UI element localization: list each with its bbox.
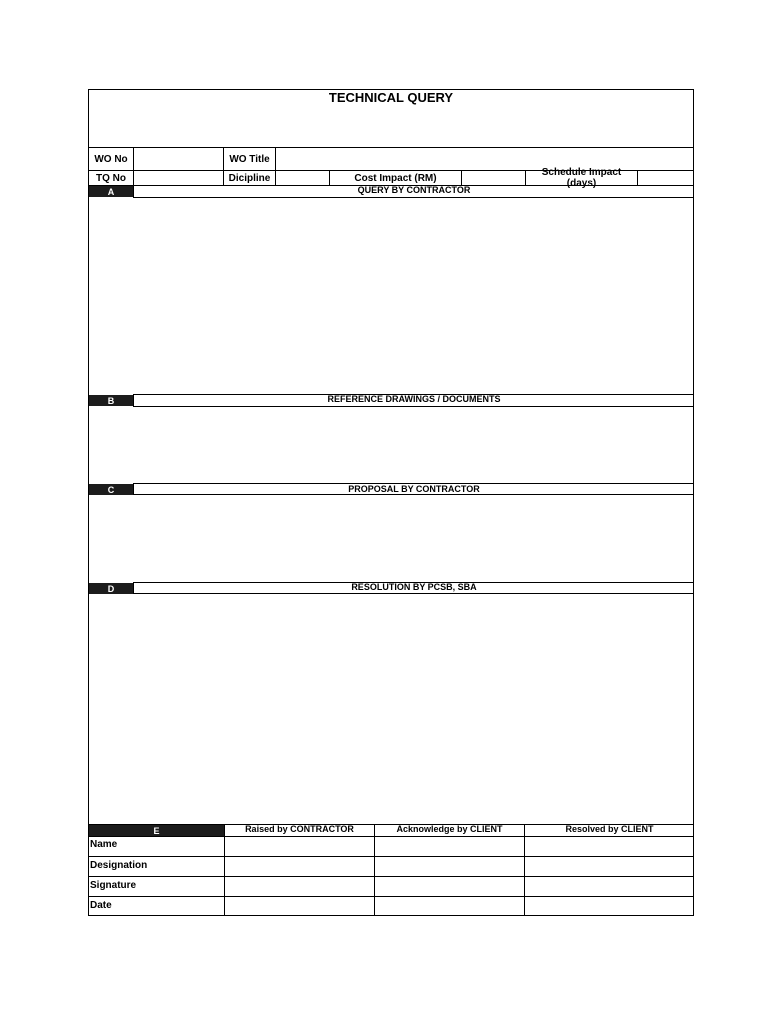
section-c-body[interactable]: [89, 495, 693, 582]
resolved-name-field[interactable]: [524, 837, 693, 856]
form-title: TECHNICAL QUERY: [328, 90, 454, 105]
cost-impact-label: Cost Impact (RM): [329, 171, 461, 185]
wo-title-label: WO Title: [223, 148, 275, 170]
acknowledge-name-field[interactable]: [374, 837, 524, 856]
wo-no-label: WO No: [94, 153, 128, 165]
acknowledge-date-field[interactable]: [374, 897, 524, 915]
section-b-letter: B: [89, 395, 133, 406]
section-a-body[interactable]: [89, 198, 693, 394]
section-d-body[interactable]: [89, 594, 693, 824]
signoff-label-name: Name: [90, 839, 118, 850]
schedule-impact-field[interactable]: [637, 171, 693, 185]
resolved-designation-field[interactable]: [524, 857, 693, 876]
cost-impact-field[interactable]: [461, 171, 525, 185]
signoff-col-resolved: Resolved by CLIENT: [524, 825, 694, 836]
section-c-letter: C: [89, 484, 133, 495]
signoff-label-designation: Designation: [90, 860, 148, 871]
section-a-letter: A: [89, 186, 133, 197]
section-b-body[interactable]: [89, 407, 693, 483]
discipline-label: Dicipline: [223, 171, 275, 185]
raised-date-field[interactable]: [224, 897, 374, 915]
raised-signature-field[interactable]: [224, 877, 374, 896]
section-d-title: RESOLUTION BY PCSB, SBA: [133, 582, 694, 594]
schedule-impact-label: Schedule Impact (days): [525, 171, 637, 185]
section-c-title: PROPOSAL BY CONTRACTOR: [133, 483, 694, 495]
section-d-letter: D: [89, 583, 133, 594]
resolved-date-field[interactable]: [524, 897, 693, 915]
resolved-signature-field[interactable]: [524, 877, 693, 896]
tq-no-label: TQ No: [96, 172, 126, 184]
raised-designation-field[interactable]: [224, 857, 374, 876]
signoff-label-signature: Signature: [90, 880, 137, 891]
section-a-title: QUERY BY CONTRACTOR: [133, 186, 694, 198]
signoff-label-date: Date: [90, 899, 112, 911]
raised-name-field[interactable]: [224, 837, 374, 856]
section-e-letter: E: [89, 825, 224, 836]
signoff-col-acknowledge: Acknowledge by CLIENT: [374, 825, 524, 836]
acknowledge-designation-field[interactable]: [374, 857, 524, 876]
wo-no-field[interactable]: [133, 148, 223, 170]
tq-no-field[interactable]: [133, 171, 223, 185]
signoff-col-raised: Raised by CONTRACTOR: [224, 825, 374, 836]
section-b-title: REFERENCE DRAWINGS / DOCUMENTS: [133, 394, 694, 407]
discipline-field[interactable]: [275, 171, 329, 185]
acknowledge-signature-field[interactable]: [374, 877, 524, 896]
